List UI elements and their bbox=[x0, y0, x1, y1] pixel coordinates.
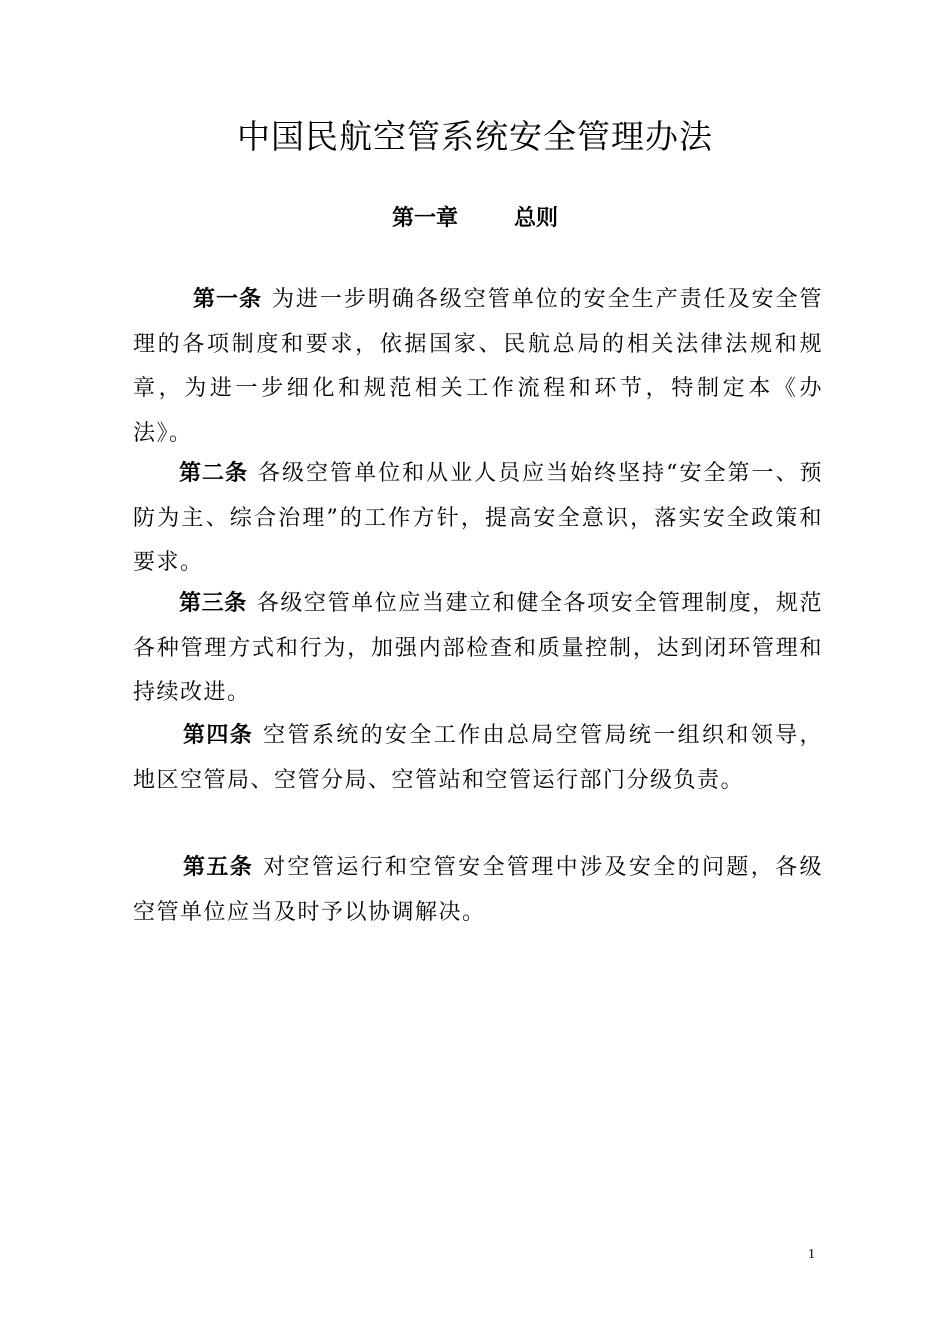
article-text: 为进一步明确各级空管单位的安全生产责任及安全管理的各项制度和要求，依据国家、民航总局的相关法律法规和规章，为进一步细化和规范相关工作流程和环节，特制定本《办法》。 bbox=[133, 287, 823, 446]
article-4 bbox=[133, 714, 823, 803]
chapter-name: 总则 bbox=[514, 206, 559, 231]
article-label: 第三条 bbox=[179, 591, 247, 616]
article-text: 对空管运行和空管安全管理中涉及安全的问题，各级空管单位应当及时予以协调解决。 bbox=[133, 855, 823, 925]
article-text: 各级空管单位应当建立和健全各项安全管理制度，规范各种管理方式和行为，加强内部检查和质量控制，达到闭环管理和持续改进。 bbox=[133, 591, 823, 705]
article-label: 第五条 bbox=[183, 855, 254, 880]
article-text: 各级空管单位和从业人员应当始终坚持“安全第一、预防为主、综合治理”的工作方针，提高安全意识，落实安全政策和要求。 bbox=[133, 461, 823, 575]
article-5 bbox=[133, 846, 823, 935]
document-title: 中国民航空管系统安全管理办法 bbox=[237, 117, 713, 156]
chapter-heading bbox=[0, 201, 950, 237]
page-number: 1 bbox=[808, 1247, 815, 1262]
article-3 bbox=[133, 582, 823, 716]
chapter-number: 第一章 bbox=[391, 206, 458, 231]
article-2 bbox=[133, 452, 823, 586]
article-label: 第一条 bbox=[193, 287, 262, 312]
article-label: 第四条 bbox=[183, 723, 254, 748]
article-text: 空管系统的安全工作由总局空管局统一组织和领导，地区空管局、空管分局、空管站和空管运行部门分级负责。 bbox=[133, 723, 823, 793]
article-label: 第二条 bbox=[179, 461, 249, 486]
article-1 bbox=[133, 278, 823, 456]
